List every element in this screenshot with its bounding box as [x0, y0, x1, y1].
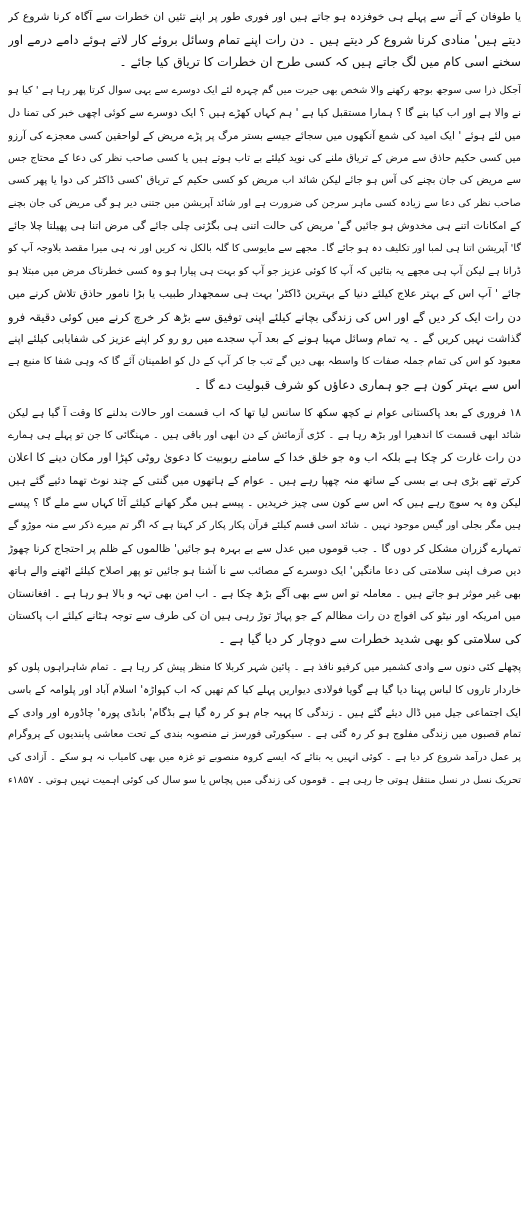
text-line: گا' آپریشن اتنا ہی لمبا اور تکلیف دہ ہو جائے گا۔ مجھے سے مایوسی کا گلہ بالکل نہ کریں اور نہ ہی میرا مقصد بلاوجہ آپ کو	[8, 242, 521, 254]
paragraph-2	[8, 80, 521, 396]
text-line: دن رات ایک کر دیں گے اور اس کی زندگی بچانے کیلئے اپنی توفیق سے بڑھ کر خرچ کرنے میں کوئی دقیقہ فرو	[8, 309, 521, 324]
text-line: گذاشت نہیں کریں گے ۔ یہ تمام وسائل مہیا ہونے کے بعد آپ سجدے میں رو رو کر اپنے عزیز کی شفایابی کیلئے اپنے	[8, 332, 521, 346]
text-line: کرتے تھے بڑی ہی بے بسی کے ساتھ منہ چھپا رہے ہیں ۔ عوام کے ہاتھوں میں گنتی کے چند نوٹ تھما دئیے گئے ہیں	[8, 473, 521, 487]
paragraph-4	[8, 657, 521, 793]
paragraph-1	[8, 6, 521, 74]
text-line: صاحب نظر کی دعا سے زیادہ کسی ماہر سرجن کی ضرورت ہے اور شائد آپریشن میں جتنی دیر ہو گی مریض کی جان بچنے	[8, 197, 521, 209]
text-line: دیں صرف اپنی سلامتی کی دعا مانگیں' ایک دوسرے کے مصائب سے نا آشنا ہو جائیں تو پھر اصلاح کیلئے اٹھنے والے ہاتھ	[8, 565, 521, 578]
text-line: دیتے ہیں' منادی کرنا شروع کر دیتے ہیں ۔ دن رات اپنے تمام وسائل بروئے کار لاتے ہوئے دامے درمے اور	[8, 32, 521, 47]
text-line: لیکن وہ یہ سوچ رہے ہیں کہ اس سے کون سی چیز خریدیں ۔ پیسے ہیں مگر کھانے کیلئے آٹا کہاں سے ملے گا ؟ پیسے	[8, 497, 521, 510]
text-line: خاردار تاروں کا لباس پہنا دیا گیا ہے گویا فولادی دیواریں پہلے کیا کم تھیں کہ اب کپواڑہ' اسلام آباد اور پلوامہ کے باسی	[8, 684, 521, 697]
text-line: ڈرانا ہے لیکن آپ ہی مجھے یہ بتائیں کہ آپ کا کوئی عزیز جو آپ کو بہت ہی پیارا ہو وہ کسی خطرناک مرض میں مبتلا ہو	[8, 265, 521, 277]
text-line: آجکل ذرا سی سوجھ بوجھ رکھنے والا شخص بھی حیرت میں گم چہرہ لئے ایک دوسرے سے یہی سوال کرتا پھر رہا ہے ' کیا ہو	[8, 84, 521, 96]
text-line: میں لئے ہوئے ' ایک امید کی شمع آنکھوں میں سجائے جیسے بستر مرگ پر پڑے مریض کے لواحقین کسی معجزے کی آرزو	[8, 129, 521, 142]
text-line: سخنے اسی کام میں لگ جاتے ہیں کہ کسی طرح ان خطرات کا تریاق کیا جائے ۔	[119, 55, 521, 70]
text-line: پچھلے کئی دنوں سے وادی کشمیر میں کرفیو نافذ ہے ۔ پائین شہر کربلا کا منظر پیش کر رہا ہے ۔ تمام شاہراہوں پلوں کو	[8, 661, 521, 673]
text-line: بھی غیر موثر ہو جاتے ہیں ۔ معاملہ تو اس سے بھی آگے بڑھ چکا ہے ۔ اب امن بھی تہہ و بالا ہو رہا ہے ۔ افغانستان	[8, 587, 521, 600]
text-line: تحریک نسل در نسل منتقل ہوتی جا رہی ہے ۔ قوموں کی زندگی میں پچاس یا سو سال کی کوئی اہمیت نہیں ہوتی ۔ ۱۸۵۷ء	[8, 774, 521, 786]
text-line: جائے ' آپ اس کے بہتر علاج کیلئے دنیا کے بہترین ڈاکٹر' بہت ہی سمجھدار طبیب یا بڑا نامور حاذق تلاش کرنے میں	[8, 287, 521, 301]
text-line: ایک اجتماعی جیل میں ڈال دیئے گئے ہیں ۔ زندگی کا پہیہ جام ہو کر رہ گیا ہے بڈگام' بانڈی پورہ' چاڈورہ اور وادی کے	[8, 706, 521, 719]
text-line: یا طوفان کے آنے سے پہلے ہی خوفزدہ ہو جاتے ہیں اور فوری طور پر اپنے تئیں ان خطرات سے آگاہ کرنا شروع کر	[8, 10, 521, 23]
paragraph-3	[8, 402, 521, 651]
text-line: میں امریکہ اور نیٹو کی افواج دن رات مظالم کے جو پہاڑ توڑ رہی ہیں ان کی طرف سے توجہ ہٹانے کیلئے اب پاکستان	[8, 610, 521, 623]
text-line: ہیں مگر بجلی اور گیس موجود نہیں ۔ شائد اسی قسم کیلئے قرآن پکار پکار کر کہتا ہے کہ اگر تم میرے ذکر سے منہ موڑو گے	[8, 520, 521, 532]
text-line: کے امکانات اتنے ہی مخدوش ہو جائیں گے' مریض کی حالت اتنی ہی بگڑتی چلی جائے گی مرض اتنا ہی پھیلتا چلا جائے	[8, 220, 521, 233]
text-line: تمہارے گزران مشکل کر دوں گا ۔ جب قوموں میں عدل سے بے بہرہ ہو جائیں' ظالموں کے ظلم پر احتجاج کرنا چھوڑ	[8, 542, 521, 555]
text-line: سے مریض کی جان بچنے کی آس ہو جائے لیکن شائد اب مریض کو کسی حکیم کے تریاق 'کسی ڈاکٹر کی دوا یا پھر کسی	[8, 175, 521, 187]
text-line: معبود کو اس کی تمام جملہ صفات کا واسطہ بھی دیں گے تب جا کر آپ کے دل کو اطمینان آئے گا کہ وہی شفا کا منبع ہے	[8, 355, 521, 367]
text-line: دن رات غارت کر چکا ہے بلکہ اب وہ جو خلق خدا کے سامنے ربوبیت کا دعویٰ روٹی کپڑا اور مکان دینے کا اعلان	[8, 451, 521, 465]
text-line: نے والا ہے اور اب کیا بنے گا ؟ ہمارا مستقبل کیا ہے ' ہم کہاں کھڑے ہیں ؟ ایک دوسرے سے کوئی اچھی خبر کی تمنا دل	[8, 107, 521, 120]
text-line: پر عمل درآمد شروع کر دیا ہے ۔ کوئی انہیں یہ بتائے کہ ایسے کروہ منصوبے تو غزہ میں بھی کامیاب نہ ہو سکے ۔ آزادی کی	[8, 752, 521, 763]
text-line: تمام قصبوں میں زندگی مفلوج ہو کر رہ گئی ہے ۔ سیکورٹی فورسز نے منصوبہ بندی کے تحت معاشی پابندیوں کے پروگرام	[8, 729, 521, 741]
text-line: ۱۸ فروری کے بعد پاکستانی عوام نے کچھ سکھ کا سانس لیا تھا کہ اب قسمت اور حالات بدلنے کا وقت آ گیا ہے لیکن	[8, 407, 521, 420]
text-line: میں کسی حکیم حاذق سے مرض کے تریاق ملنے کی نوید کیلئے بے تاب ہوتے ہیں یا کسی صاحب نظر کی دعا کے محتاج جس	[8, 152, 521, 164]
text-line: اس سے بہتر کون ہے جو ہماری دعاؤں کو شرف قبولیت دے گا ۔	[194, 377, 521, 392]
text-line: شائد ابھی قسمت کا اندھیرا اور بڑھ رہا ہے ۔ کڑی آزمائش کے دن ابھی اور باقی ہیں ۔ مہنگائی کا جن تو پہلے ہی ہمارے	[8, 429, 521, 441]
text-line: کی سلامتی کو بھی شدید خطرات سے دوچار کر دیا گیا ہے ۔	[218, 632, 521, 647]
